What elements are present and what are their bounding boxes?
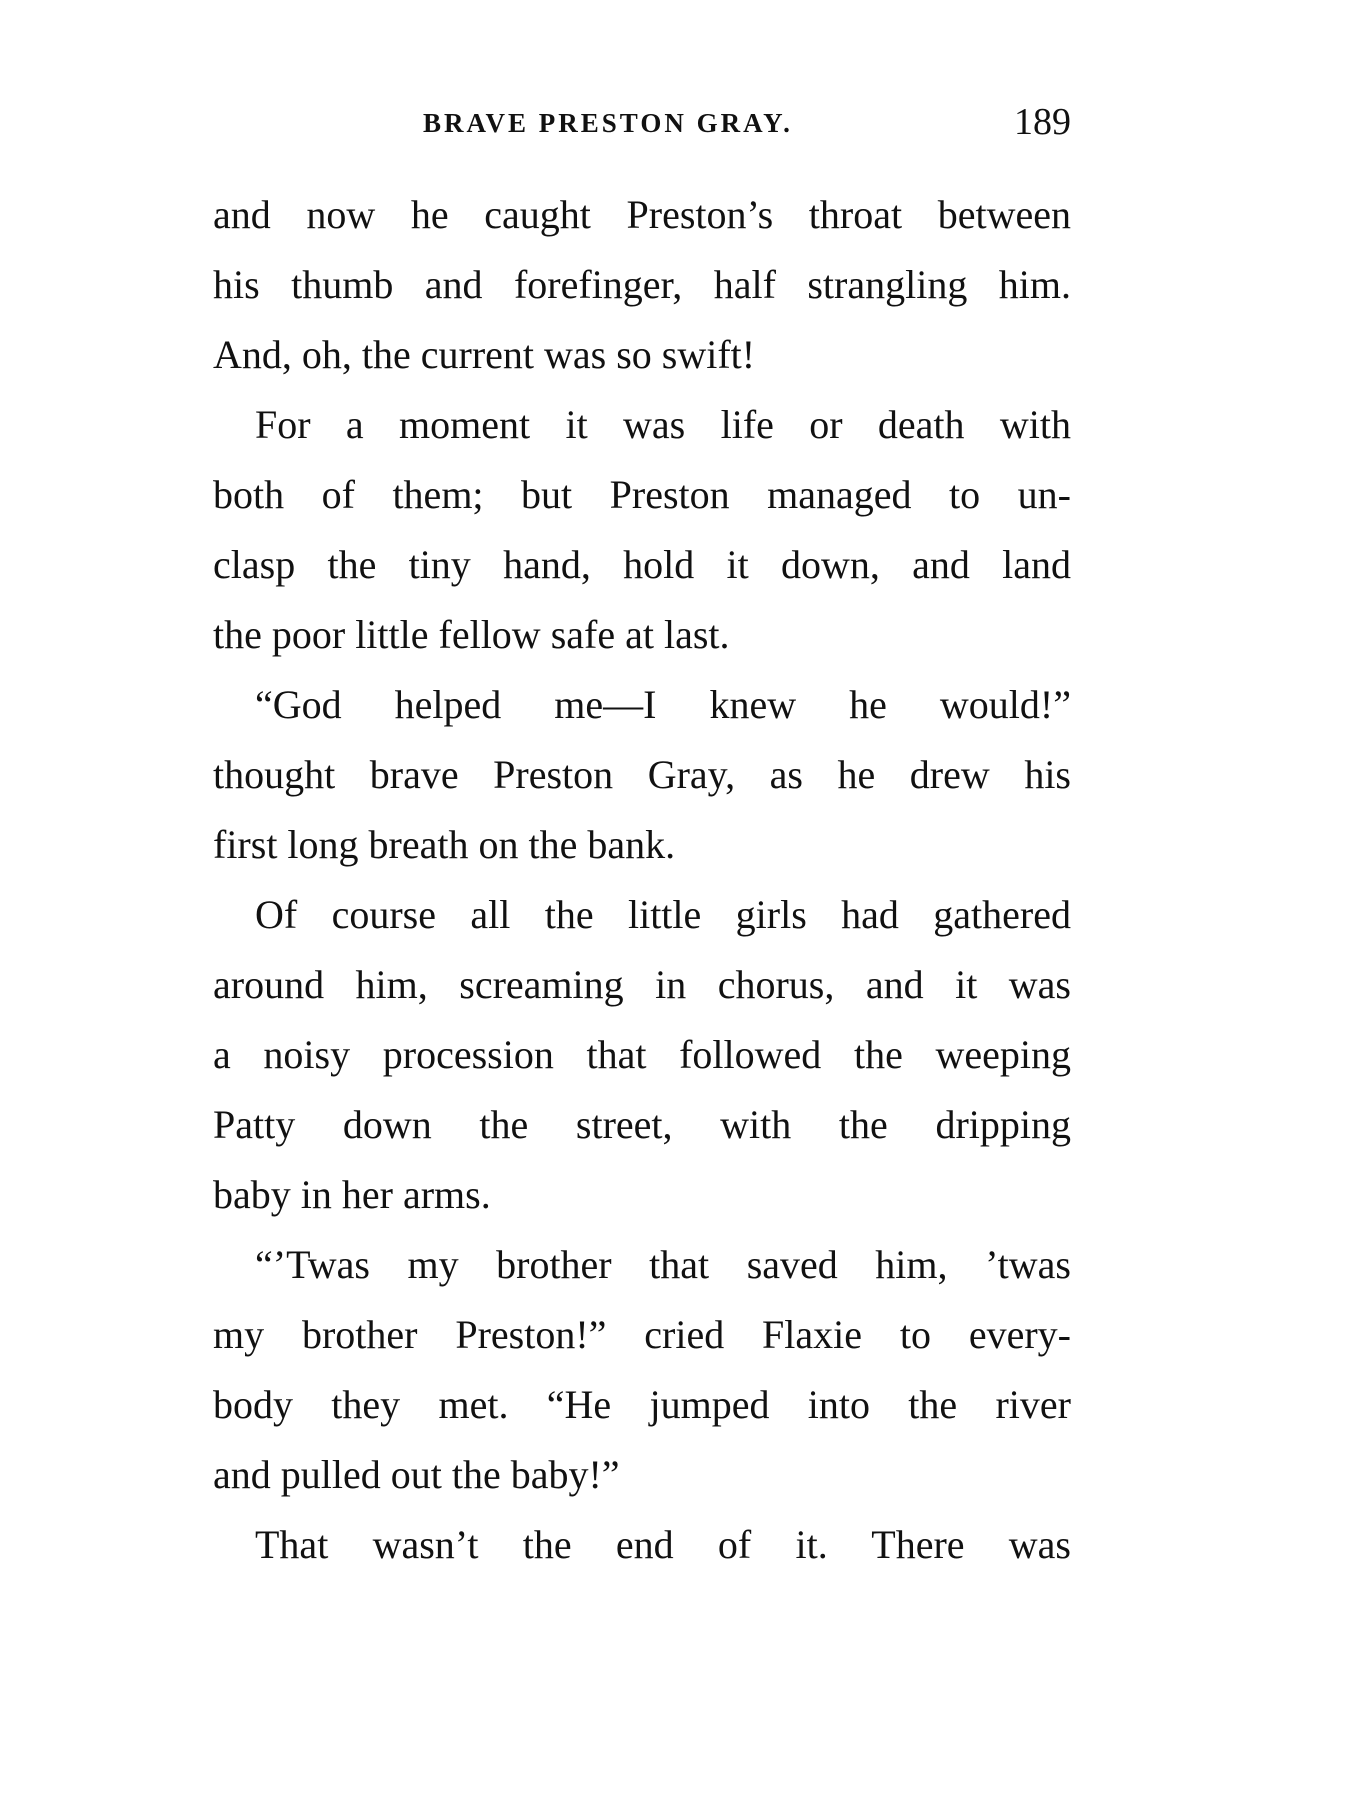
body-text	[213, 180, 1071, 1580]
text-line: For a moment it was life or death with	[255, 402, 1071, 447]
text-line: around him, screaming in chorus, and it was	[213, 962, 1071, 1007]
text-line: a noisy procession that followed the weeping	[213, 1032, 1071, 1077]
text-line: That wasn’t the end of it. There was	[255, 1522, 1071, 1567]
running-head	[213, 100, 1071, 150]
text-line: clasp the tiny hand, hold it down, and land	[213, 542, 1071, 587]
text-line: his thumb and forefinger, half strangling him.	[213, 262, 1071, 307]
page-number: 189	[1014, 101, 1071, 143]
text-line: my brother Preston!” cried Flaxie to every-	[213, 1312, 1071, 1357]
text-line: Of course all the little girls had gathered	[255, 892, 1071, 937]
text-line: the poor little fellow safe at last.	[213, 612, 730, 657]
text-line: body they met. “He jumped into the river	[213, 1382, 1071, 1427]
text-line: both of them; but Preston managed to un-	[213, 472, 1071, 517]
text-line: And, oh, the current was so swift!	[213, 332, 756, 377]
text-line: “’Twas my brother that saved him, ’twas	[255, 1242, 1071, 1287]
text-line: baby in her arms.	[213, 1172, 491, 1217]
text-line: Patty down the street, with the dripping	[213, 1102, 1071, 1147]
text-line: and now he caught Preston’s throat between	[213, 192, 1071, 237]
text-line: thought brave Preston Gray, as he drew his	[213, 752, 1071, 797]
text-line: and pulled out the baby!”	[213, 1452, 620, 1497]
text-line: first long breath on the bank.	[213, 822, 676, 867]
running-title: BRAVE PRESTON GRAY.	[423, 108, 793, 138]
text-line: “God helped me—I knew he would!”	[255, 682, 1071, 727]
